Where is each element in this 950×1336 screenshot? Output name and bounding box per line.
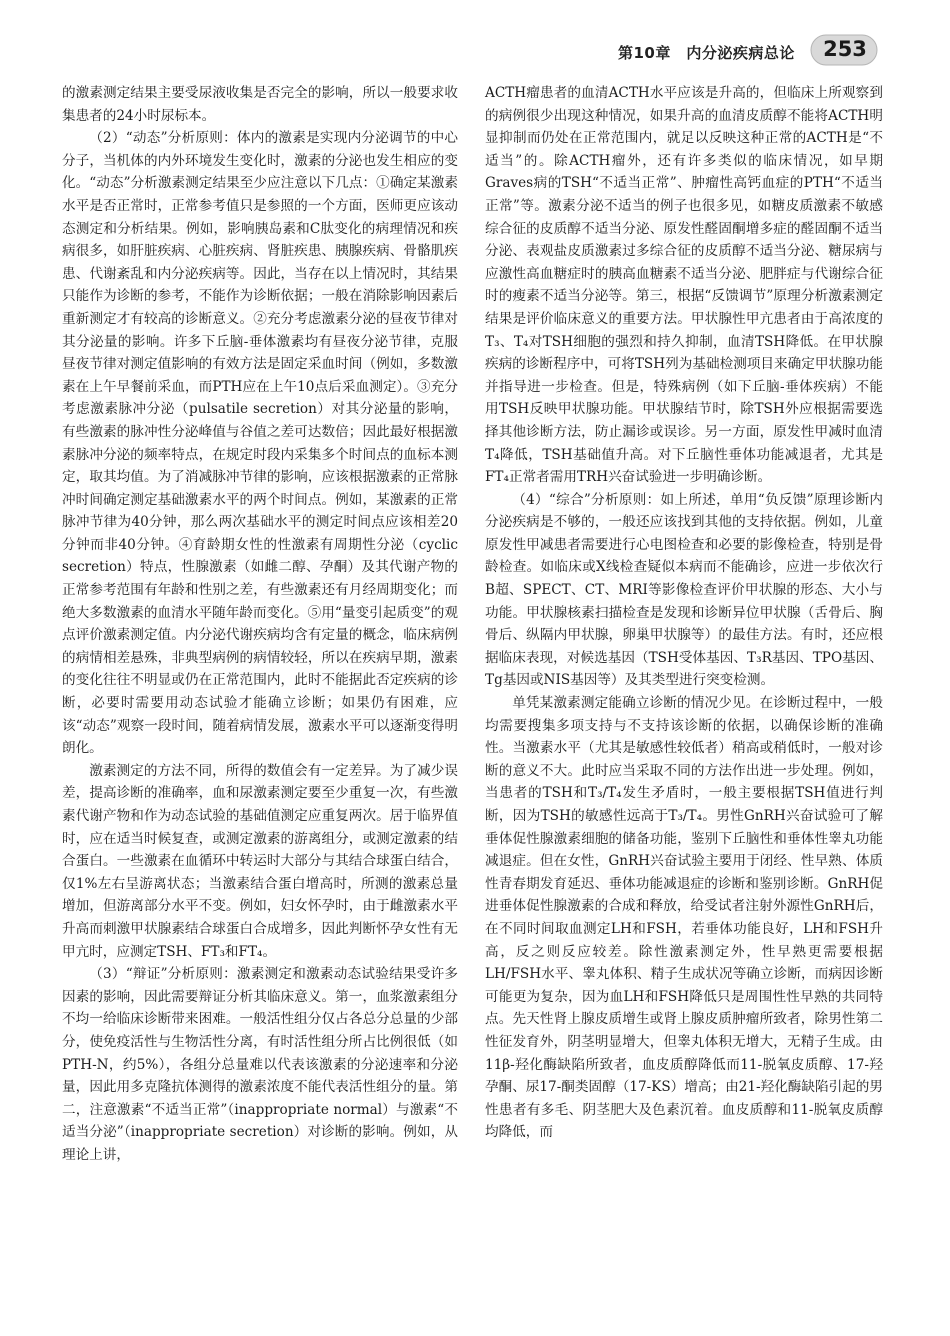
left-column: [62, 82, 458, 1167]
paragraph: （2）“动态”分析原则：体内的激素是实现内分泌调节的中心分子，当机体的内外环境发生变化时，激素的分泌也发生相应的变化。“动态”分析激素测定结果至少应注意以下几点：①确定某激素水平是否正常时，正常参考值只是参照的一个方面，医师更应该动态测定和分析结果。例如，影响胰岛素和C肽变化的病理情况和疾病很多，如肝脏疾病、心脏疾病、肾脏疾患、胰腺疾病、骨骼肌疾患、代谢紊乱和内分泌疾病等。因此，当存在以上情况时，其结果只能作为诊断的参考，不能作为诊断依据；一般在消除影响因素后重新测定才有较高的诊断意义。②充分考虑激素分泌的昼夜节律对其分泌量的影响。许多下丘脑-垂体激素均有昼夜分泌节律，克服昼夜节律对测定值影响的有效方法是固定采血时间（例如，多数激素在上午早餐前采血，而PTH应在上午10点后采血测定）。③充分考虑激素脉冲分泌（pulsatile secretion）对其分泌量的影响，有些激素的脉冲性分泌峰值与谷值之差可达数倍；因此最好根据激素脉冲分泌的频率特点，在规定时段内采集多个时间点的血标本测定，取其均值。为了消减脉冲节律的影响，应该根据激素的正常脉冲时间确定测定基础激素水平的两个时间点。例如，某激素的正常脉冲节律为40分钟，那么两次基础水平的测定时间点应该相差20分钟而非40分钟。④育龄期女性的性激素有周期性分泌（cyclic secretion）特点，性腺激素（如雌二醇、孕酮）及其代谢产物的正常参考范围有年龄和性别之差，有些激素还有月经周期变化；而绝大多数激素的血清水平随年龄而变化。⑤用“量变引起质变”的观点评价激素测定值。内分泌代谢疾病均含有定量的概念，临床病例的病情相差悬殊，非典型病例的病情较轻，所以在疾病早期，激素的变化往往不明显或仍在正常范围内，此时不能据此否定疾病的诊断，必要时需要用动态试验才能确立诊断；如果仍有困难，应该“动态”观察一段时间，随着病情发展，激素水平可以逐渐变得明朗化。: [62, 130, 458, 757]
paragraph: （4）“综合”分析原则：如上所述，单用“负反馈”原理诊断内分泌疾病是不够的，一般还应该找到其他的支持依据。例如，儿童原发性甲减患者需要进行心电图检查和必要的影像检查，特别是骨龄检查。如临床或X线检查疑似本病而不能确诊，应进一步依次行B超、SPECT、CT、MRI等影像检查评价甲状腺的形态、大小与功能。甲状腺核素扫描检查是发现和诊断异位甲状腺（舌骨后、胸骨后、纵隔内甲状腺，卵巢甲状腺等）的最佳方法。有时，还应根据临床表现，对候选基因（TSH受体基因、T₃R基因、TPO基因、Tg基因或NIS基因等）及其类型进行突变检测。: [485, 491, 883, 689]
page-number: 253: [823, 37, 867, 61]
paragraph: （3）“辩证”分析原则：激素测定和激素动态试验结果受许多因素的影响，因此需要辩证分析其临床意义。第一，血浆激素组分不均一给临床诊断带来困难。一般活性组分仅占各总分总量的少部分，使免疫活性与生物活性分离，有时活性组分所占比例很低（如PTH-N，约5%），各组分总量难以代表该激素的分泌速率和分泌量，因此用多克隆抗体测得的激素浓度不能代表活性组分的量。第二，注意激素“不适当正常”（inappropriate normal）与激素“不适当分泌”（inappropriate secretion）对诊断的影响。例如，从理论上讲，: [62, 966, 458, 1163]
paragraph: 单凭某激素测定能确立诊断的情况少见。在诊断过程中，一般均需要搜集多项支持与不支持该诊断的依据，以确保诊断的准确性。当激素水平（尤其是敏感性较低者）稍高或稍低时，一般对诊断的意义不大。此时应当采取不同的方法作出进一步处理。例如，当患者的TSH和T₃/T₄发生矛盾时，一般主要根据TSH值进行判断，因为TSH的敏感性远高于T₃/T₄。男性GnRH兴奋试验可了解垂体促性腺激素细胞的储备功能，鉴别下丘脑性和垂体性睾丸功能减退症。但在女性，GnRH兴奋试验主要用于闭经、性早熟、体质性青春期发育延迟、垂体功能减退症的诊断和鉴别诊断。GnRH促进垂体促性腺激素的合成和释放，给受试者注射外源性GnRH后，在不同时间取血测定LH和FSH，若垂体功能良好，LH和FSH升高，反之则反应较差。除性激素测定外，性早熟更需要根据LH/FSH水平、睾丸体积、精子生成状况等确立诊断，而病因诊断可能更为复杂，因为血LH和FSH降低只是周围性性早熟的共同特点。先天性肾上腺皮质增生或肾上腺皮质肿瘤所致者，除男性第二性征发育外，阴茎明显增大，但睾丸体积无增大，无精子生成。由11β-羟化酶缺陷所致者，血皮质醇降低而11-脱氧皮质醇、17-羟孕酮、尿17-酮类固醇（17-KS）增高；由21-羟化酶缺陷引起的男性患者有多毛、阴茎肥大及色素沉着。血皮质醇和11-脱氧皮质醇均降低，而: [485, 695, 883, 1141]
right-column: [485, 82, 883, 1144]
paragraph: ACTH瘤患者的血清ACTH水平应该是升高的，但临床上所观察到的病例很少出现这种情况，如果升高的血清皮质醇不能将ACTH明显抑制而仍处在正常范围内，就足以反映这种正常的ACTH是“不适当”的。除ACTH瘤外，还有许多类似的临床情况，如早期Graves病的TSH“不适当正常”、肿瘤性高钙血症的PTH“不适当正常”等。激素分泌不适当的例子也很多见，如糖皮质激素不敏感综合征的皮质醇不适当分泌、原发性醛固酮增多症的醛固酮不适当分泌、表观盐皮质激素过多综合征的皮质醇不适当分泌、糖尿病与应激性高血糖症时的胰高血糖素不适当分泌、肥胖症与代谢综合征时的瘦素不适当分泌等。第三，根据“反馈调节”原理分析激素测定结果是评价临床意义的重要方法。甲状腺性甲亢患者由于高浓度的T₃、T₄对TSH细胞的强烈和持久抑制，血清TSH降低。在甲状腺疾病的诊断程序中，可将TSH列为基础检测项目来确定甲状腺功能并指导进一步检查。但是，特殊病例（如下丘脑-垂体疾病）不能用TSH反映甲状腺功能。甲状腺结节时，除TSH外应根据需要选择其他诊断方法，防止漏诊或误诊。另一方面，原发性甲减时血清T₄降低，TSH基础值升高。对下丘脑性垂体功能减退者，尤其是FT₄正常者需用TRH兴奋试验进一步明确诊断。: [485, 85, 883, 486]
running-header: [0, 28, 950, 78]
paragraph: 激素测定的方法不同，所得的数值会有一定差异。为了减少误差，提高诊断的准确率，血和尿激素测定要至少重复一次，有些激素代谢产物和作为动态试验的基础值测定应重复两次。居于临界值时，应在适当时候复查，或测定激素的游离组分，或测定激素的结合蛋白。一些激素在血循环中转运时大部分与其结合球蛋白结合，仅1%左右呈游离状态；当激素结合蛋白增高时，所测的激素总量增加，但游离部分水平不变。例如，妇女怀孕时，由于雌激素水平升高而刺激甲状腺素结合球蛋白合成增多，因此判断怀孕女性有无甲亢时，应测定TSH、FT₃和FT₄。: [62, 762, 458, 960]
paragraph: 的激素测定结果主要受尿液收集是否完全的影响，所以一般要求收集患者的24小时尿标本。: [62, 85, 458, 124]
chapter-title: 第10章 内分泌疾病总论: [618, 44, 795, 62]
